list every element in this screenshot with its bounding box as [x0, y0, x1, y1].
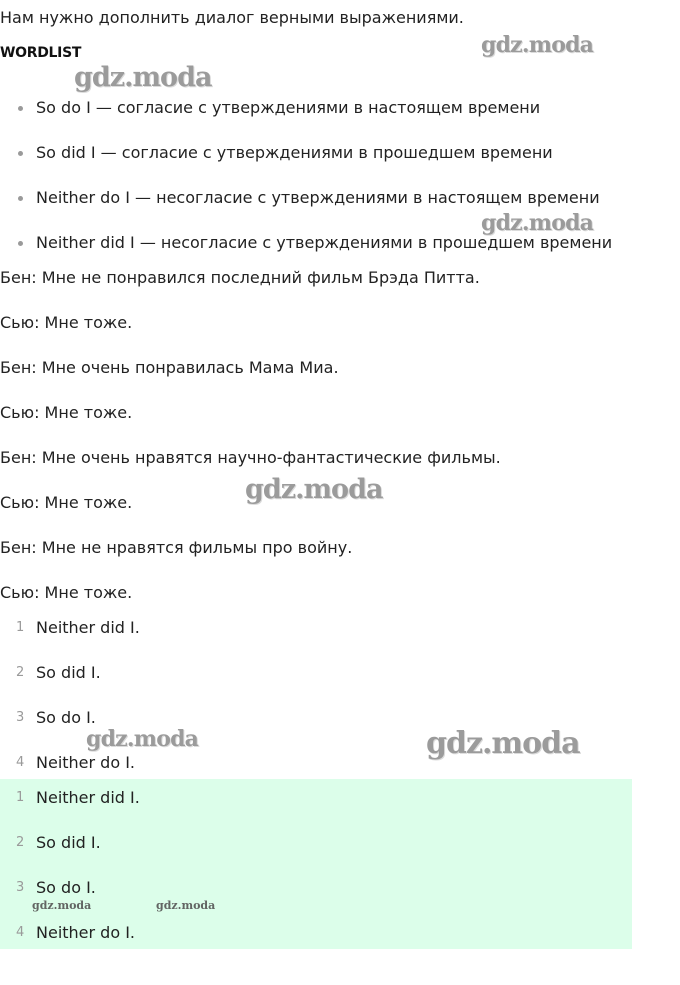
answer-number: 4	[16, 925, 25, 940]
bullet-dot-icon	[18, 151, 23, 156]
highlighted-answer-item	[0, 923, 300, 943]
highlighted-answer-item	[0, 788, 300, 808]
wordlist-item	[36, 188, 600, 208]
answer-item	[0, 618, 300, 638]
answer-text: Neither did I.	[36, 788, 140, 807]
intro-text: Нам нужно дополнить диалог верными выражениями.	[0, 8, 464, 27]
watermark: gdz.moda	[86, 726, 199, 752]
dialogue-line: Бен: Мне очень понравилась Мама Миа.	[0, 358, 339, 377]
dialogue-line: Сью: Мне тоже.	[0, 313, 133, 332]
answer-text: Neither do I.	[36, 753, 136, 772]
answer-text: So do I.	[36, 708, 96, 727]
highlighted-answer-box	[0, 779, 632, 949]
answer-text: So did I.	[36, 663, 101, 682]
answer-number: 4	[16, 755, 25, 770]
watermark: gdz.moda	[32, 899, 92, 912]
answer-number: 2	[16, 665, 25, 680]
answer-number: 2	[16, 835, 25, 850]
dialogue-line: Бен: Мне не понравился последний фильм Брэда Питта.	[0, 268, 480, 287]
wordlist-item-text: So did I — согласие с утверждениями в прошедшем времени	[36, 143, 553, 162]
answer-number: 1	[16, 790, 25, 805]
answer-text: Neither did I.	[36, 618, 140, 637]
answer-number: 3	[16, 710, 25, 725]
dialogue-line: Бен: Мне очень нравятся научно-фантастические фильмы.	[0, 448, 501, 467]
watermark: gdz.moda	[481, 210, 594, 236]
answer-text: So did I.	[36, 833, 101, 852]
dialogue-line: Сью: Мне тоже.	[0, 493, 133, 512]
bullet-dot-icon	[18, 241, 23, 246]
answer-number: 1	[16, 620, 25, 635]
watermark: gdz.moda	[74, 62, 212, 93]
watermark: gdz.moda	[481, 32, 594, 58]
watermark: gdz.moda	[156, 899, 216, 912]
highlighted-answer-item	[0, 878, 300, 898]
watermark: gdz.moda	[426, 726, 580, 761]
dialogue-line: Сью: Мне тоже.	[0, 583, 133, 602]
watermark: gdz.moda	[245, 474, 383, 505]
bullet-dot-icon	[18, 106, 23, 111]
wordlist-item-text: So do I — согласие с утверждениями в настоящем времени	[36, 98, 541, 117]
wordlist-item	[36, 143, 553, 163]
wordlist-item	[36, 233, 612, 253]
answer-number: 3	[16, 880, 25, 895]
highlighted-answer-item	[0, 833, 300, 853]
answer-item	[0, 663, 300, 683]
wordlist-item-text: Neither do I — несогласие с утверждениями в настоящем времени	[36, 188, 600, 207]
answer-item	[0, 753, 300, 773]
wordlist-item-text: Neither did I — несогласие с утверждениями в прошедшем времени	[36, 233, 613, 252]
dialogue-line: Бен: Мне не нравятся фильмы про войну.	[0, 538, 353, 557]
answer-text: Neither do I.	[36, 923, 136, 942]
bullet-dot-icon	[18, 196, 23, 201]
answer-item	[0, 708, 300, 728]
answer-text: So do I.	[36, 878, 96, 897]
dialogue-line: Сью: Мне тоже.	[0, 403, 133, 422]
wordlist-item	[36, 98, 540, 118]
wordlist-heading: WORDLIST	[0, 45, 82, 61]
